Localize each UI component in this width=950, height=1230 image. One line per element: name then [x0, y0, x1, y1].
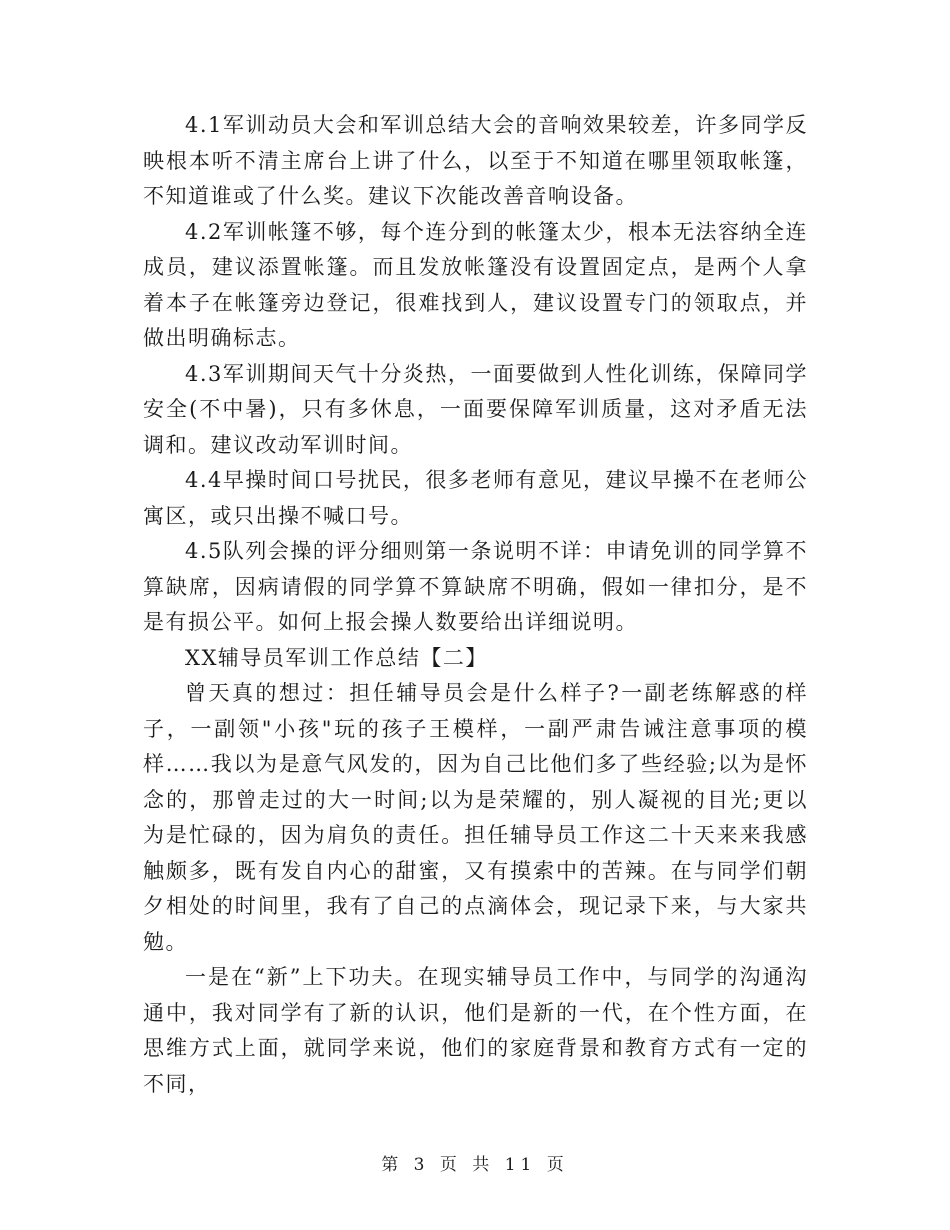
paragraph-4-5: 4.5队列会操的评分细则第一条说明不详：申请免训的同学算不算缺席，因病请假的同学算不算缺席不明确，假如一律扣分，是不是有损公平。如何上报会操人数要给出详细说明。 [143, 539, 808, 634]
section-title: XX辅导员军训工作总结【二】 [185, 645, 488, 670]
paragraph-4-4: 4.4早操时间口号扰民，很多老师有意见，建议早操不在老师公寓区，或只出操不喊口号。 [143, 468, 808, 528]
paragraph-4-3: 4.3军训期间天气十分炎热，一面要做到人性化训练，保障同学安全(不中暑)，只有多休息，一面要保障军训质量，这对矛盾无法调和。建议改动军训时间。 [143, 361, 808, 457]
page-number: 第 3 页 共 11 页 [381, 1155, 569, 1175]
page-footer [0, 1150, 950, 1175]
paragraph-4-2: 4.2军训帐篷不够，每个连分到的帐篷太少，根本无法容纳全连成员，建议添置帐篷。而且发放帐篷没有设置固定点，是两个人拿着本子在帐篷旁边登记，很难找到人，建议设置专门的领取点，并做出明确标志。 [143, 219, 808, 350]
paragraph-4-1: 4.1军训动员大会和军训总结大会的音响效果较差，许多同学反映根本听不清主席台上讲了什么，以至于不知道在哪里领取帐篷，不知道谁或了什么奖。建议下次能改善音响设备。 [143, 113, 808, 208]
paragraph-intro: 曾天真的想过：担任辅导员会是什么样子?一副老练解惑的样子，一副领"小孩"玩的孩子王模样，一副严肃告诫注意事项的模样……我以为是意气风发的，因为自己比他们多了些经验;以为是怀念的，那曾走过的大一时间;以为是荣耀的，别人凝视的目光;更以为是忙碌的，因为肩负的责任。担任辅导员工作这二十天来来我感触颇多，既有发自内心的甜蜜，又有摸索中的苦辣。在与同学们朝夕相处的时间里，我有了自己的点滴体会，现记录下来，与大家共勉。 [143, 681, 808, 954]
document-page [143, 108, 808, 1102]
paragraph-new: 一是在“新”上下功夫。在现实辅导员工作中，与同学的沟通沟通中，我对同学有了新的认识，他们是新的一代，在个性方面，在思维方式上面，就同学来说，他们的家庭背景和教育方式有一定的不同， [143, 965, 808, 1096]
